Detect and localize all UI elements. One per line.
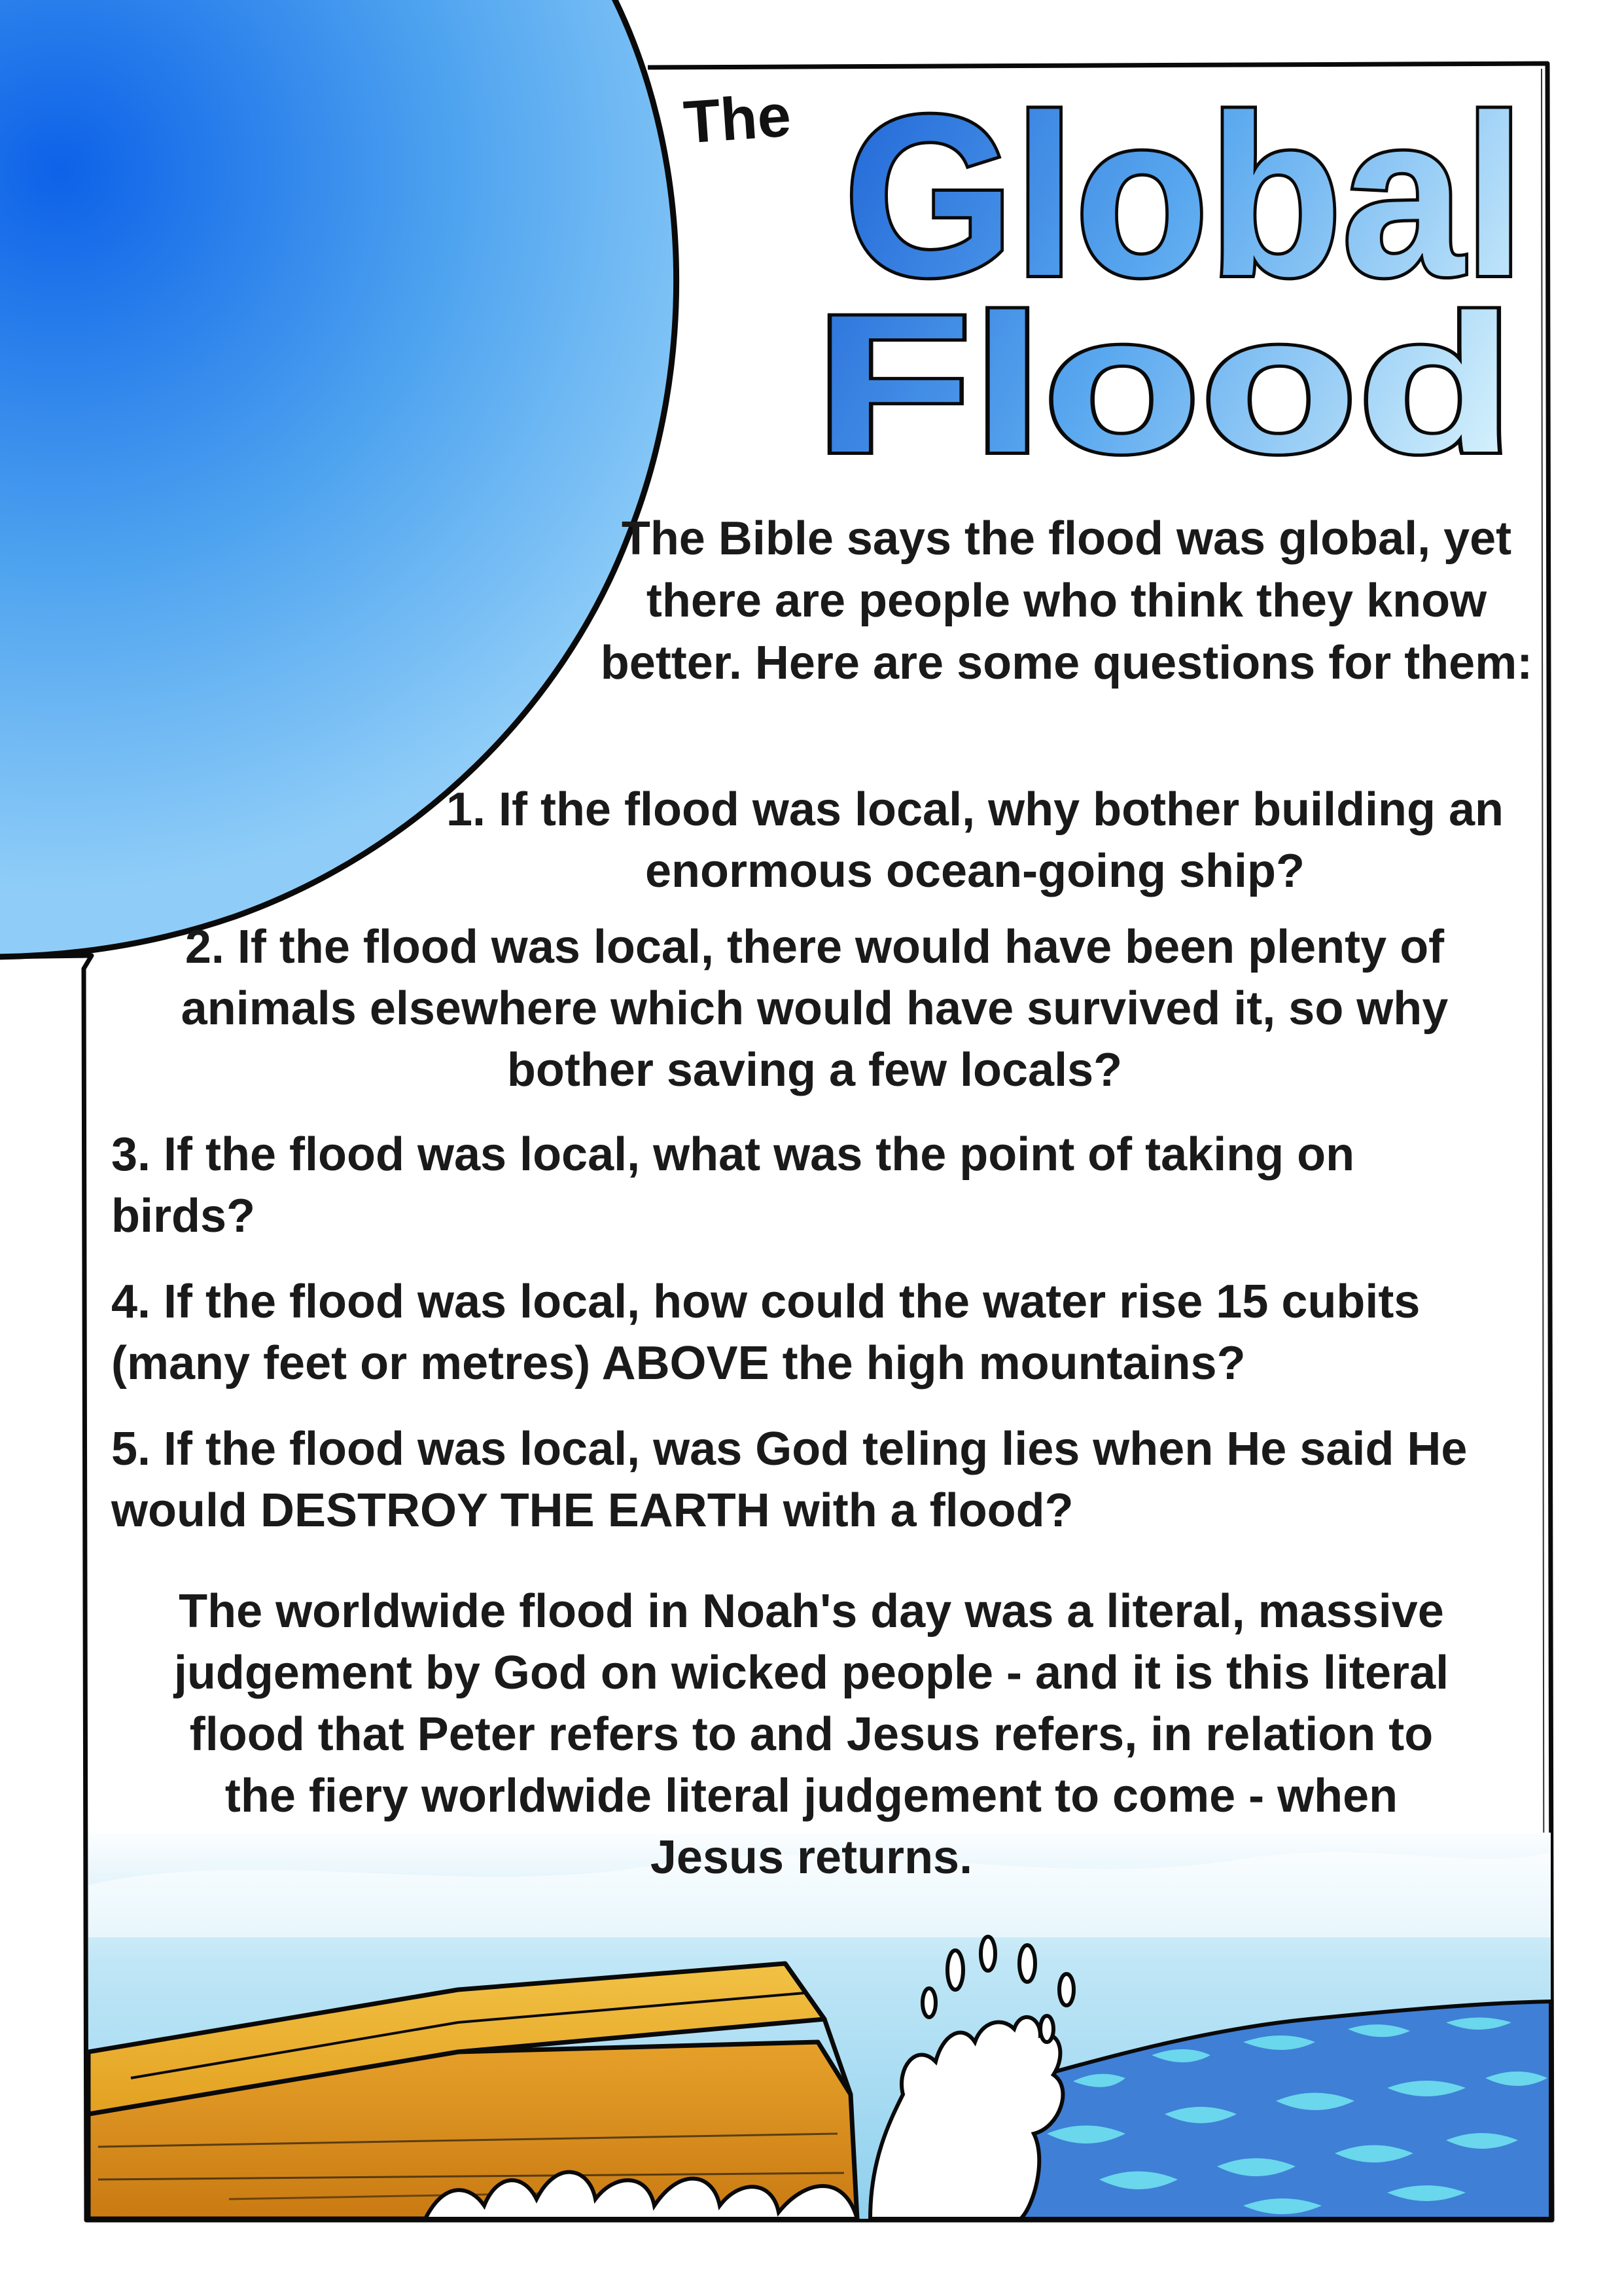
flood-scene: [88, 1833, 1551, 2225]
question-4: 4. If the flood was local, how could the water rise 15 cubits (many feet or metres) ABOVE the high mountains?: [111, 1276, 1421, 1390]
closing-paragraph: The worldwide flood in Noah's day was a literal, massive judgement by God on wicked people - and it is this literal flood that Peter refers to and Jesus refers, in relation to the fiery worldwide literal judgement to come - when Jesus returns.: [173, 1585, 1449, 1884]
intro-paragraph: The Bible says the flood was global, yet there are people who think they know better. Here are some questions for them:: [600, 512, 1533, 689]
question-5: 5. If the flood was local, was God teling lies when He said He would DESTROY THE EARTH with a flood?: [111, 1423, 1468, 1537]
title-the: The: [681, 82, 793, 156]
title-lettering: [815, 68, 1525, 493]
question-2: 2. If the flood was local, there would have been plenty of animals elsewhere which would have survived it, so why bother saving a few locals?: [181, 921, 1449, 1096]
question-1: 1. If the flood was local, why bother building an enormous ocean-going ship?: [446, 783, 1504, 897]
title-flood: Flood: [815, 274, 1515, 493]
question-3: 3. If the flood was local, what was the point of taking on birds?: [111, 1128, 1355, 1242]
title-global: Global: [844, 68, 1525, 324]
